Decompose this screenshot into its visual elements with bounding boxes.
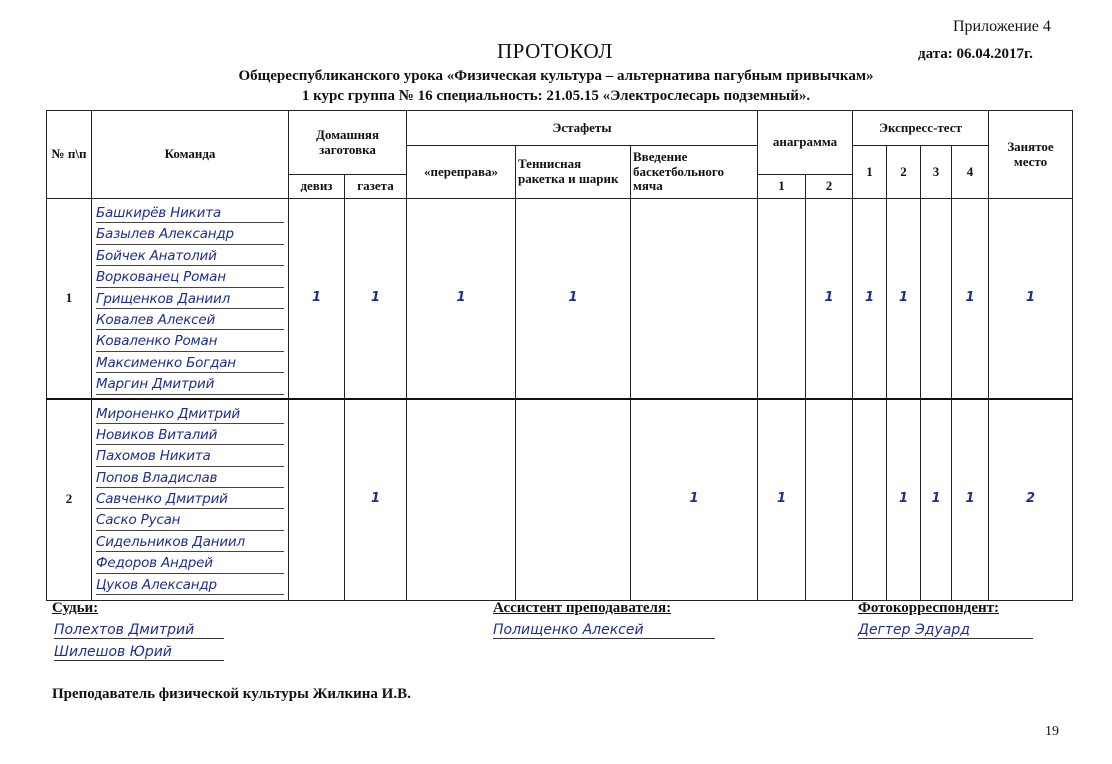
member-name: Бойчек Анатолий: [96, 245, 284, 266]
mark-express-3: [921, 199, 952, 399]
member-name: Попов Владислав: [96, 467, 284, 488]
subtitle-lesson: Общереспубликанского урока «Физическая культура – альтернатива пагубным привычкам»: [238, 68, 874, 84]
mark-express-1: 1: [853, 199, 887, 399]
document-date: дата: 06.04.2017г.: [918, 46, 1033, 62]
header-motto: девиз: [289, 175, 345, 199]
member-name: Ковалев Алексей: [96, 309, 284, 330]
header-number: № п\п: [47, 111, 92, 199]
assistant-signature: Полищенко Алексей: [493, 622, 715, 639]
appendix-label: Приложение 4: [953, 18, 1051, 35]
member-name: Цуков Александр: [96, 574, 284, 595]
member-name: Базылев Александр: [96, 223, 284, 244]
header-anagram-1: 1: [758, 175, 806, 199]
member-name: Савченко Дмитрий: [96, 488, 284, 509]
header-team: Команда: [92, 111, 289, 199]
header-express-1: 1: [853, 146, 887, 199]
member-name: Федоров Андрей: [96, 552, 284, 573]
member-name: Грищенков Даниил: [96, 288, 284, 309]
mark-express-4: 1: [952, 199, 989, 399]
team-place: 2: [989, 399, 1073, 601]
assistant-label: Ассистент преподавателя:: [493, 600, 672, 616]
header-home-prep: Домашняя заготовка: [289, 111, 407, 175]
mark-crossing: 1: [407, 199, 516, 399]
member-name: Максименко Богдан: [96, 352, 284, 373]
team-place: 1: [989, 199, 1073, 399]
header-place: Занятое место: [989, 111, 1073, 199]
document-title: ПРОТОКОЛ: [497, 39, 613, 63]
header-anagram-2: 2: [806, 175, 853, 199]
mark-motto: 1: [289, 199, 345, 399]
member-name: Коваленко Роман: [96, 330, 284, 351]
mark-express-3: 1: [921, 399, 952, 601]
page-number: 19: [1045, 724, 1059, 739]
protocol-table: [46, 110, 1073, 601]
photographer-signature: Дегтер Эдуард: [858, 622, 1033, 639]
mark-anagram-2: 1: [806, 199, 853, 399]
member-name: Саско Русан: [96, 509, 284, 530]
mark-newspaper: 1: [345, 399, 407, 601]
team-number: 1: [47, 199, 92, 399]
header-tennis: Теннисная ракетка и шарик: [516, 146, 631, 199]
header-basketball: Введение баскетбольного мяча: [631, 146, 758, 199]
judge-signature: Шилешов Юрий: [54, 644, 224, 661]
subtitle-group: 1 курс группа № 16 специальность: 21.05.15 «Электрослесарь подземный».: [301, 88, 811, 104]
header-express-2: 2: [887, 146, 921, 199]
judges-label: Судьи:: [52, 600, 99, 616]
member-name: Сидельников Даниил: [96, 531, 284, 552]
member-name: Маргин Дмитрий: [96, 373, 284, 394]
member-name: Воркованец Роман: [96, 266, 284, 287]
mark-tennis: [516, 399, 631, 601]
mark-express-4: 1: [952, 399, 989, 601]
header-newspaper: газета: [345, 175, 407, 199]
member-name: Новиков Виталий: [96, 424, 284, 445]
header-anagram: анаграмма: [758, 111, 853, 175]
team-members: [92, 399, 289, 601]
judge-signature: Полехтов Дмитрий: [54, 622, 224, 639]
mark-tennis: 1: [516, 199, 631, 399]
team-number: 2: [47, 399, 92, 601]
teacher-line: Преподаватель физической культуры Жилкина И.В.: [52, 686, 411, 702]
header-express-4: 4: [952, 146, 989, 199]
header-crossing: «переправа»: [407, 146, 516, 199]
mark-basketball: 1: [631, 399, 758, 601]
mark-express-2: 1: [887, 399, 921, 601]
header-express-test: Экспресс-тест: [853, 111, 989, 146]
mark-crossing: [407, 399, 516, 601]
header-express-3: 3: [921, 146, 952, 199]
mark-newspaper: 1: [345, 199, 407, 399]
member-name: Пахомов Никита: [96, 445, 284, 466]
header-relays: Эстафеты: [407, 111, 758, 146]
member-name: Башкирёв Никита: [96, 202, 284, 223]
member-name: Мироненко Дмитрий: [96, 403, 284, 424]
mark-anagram-1: 1: [758, 399, 806, 601]
mark-express-1: [853, 399, 887, 601]
mark-motto: [289, 399, 345, 601]
mark-anagram-2: [806, 399, 853, 601]
mark-anagram-1: [758, 199, 806, 399]
mark-express-2: 1: [887, 199, 921, 399]
photographer-label: Фотокорреспондент:: [858, 600, 1000, 616]
team-members: [92, 199, 289, 399]
mark-basketball: [631, 199, 758, 399]
team-row: [47, 399, 1073, 601]
team-row: [47, 199, 1073, 399]
